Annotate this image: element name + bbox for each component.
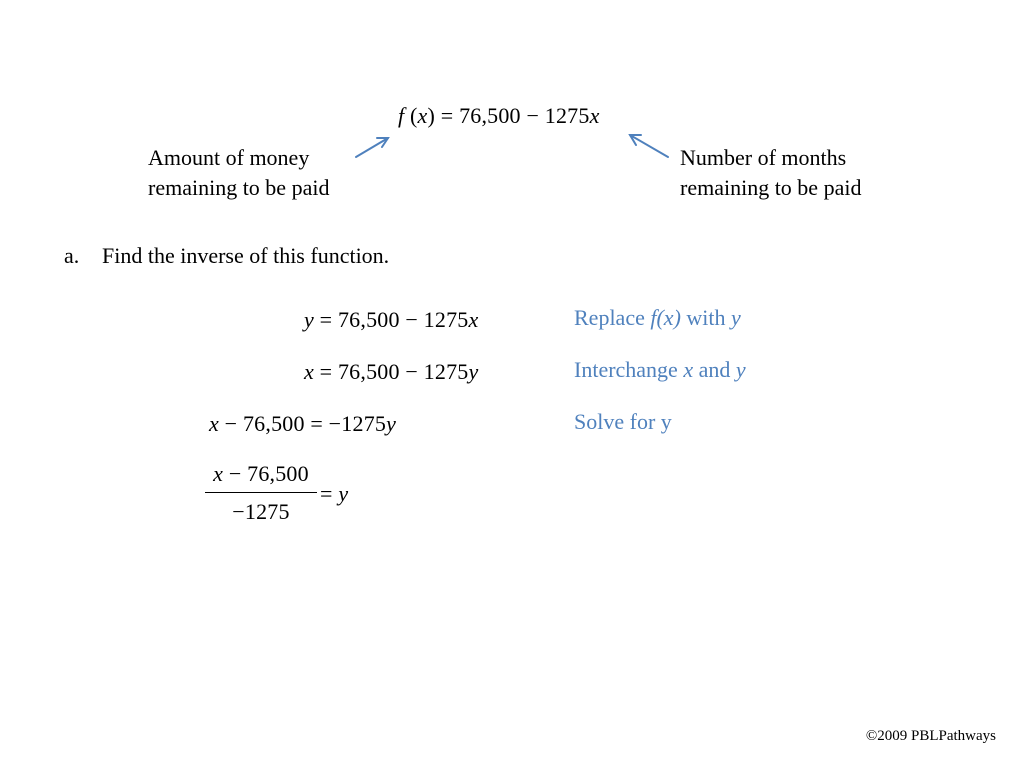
- fraction-equation: [205, 461, 317, 525]
- formula-constant: 76,500: [459, 103, 521, 128]
- formula-minus: −: [520, 103, 545, 128]
- formula-x: x: [417, 103, 428, 128]
- note-replace-fx: f(x): [650, 305, 681, 330]
- copyright-footer: ©2009 PBLPathways: [865, 728, 996, 744]
- right-arrow-icon: [630, 135, 668, 157]
- step3-middle: − 76,500 = −1275: [218, 411, 387, 436]
- step2-variable: y: [468, 359, 479, 384]
- note-replace: [574, 305, 741, 331]
- note-solve-text: Solve for y: [574, 409, 672, 434]
- note-interchange-text2: and: [693, 357, 736, 382]
- note-solve: [574, 409, 672, 435]
- left-annotation-line1: Amount of money: [148, 145, 310, 170]
- step2-middle: = 76,500 − 1275: [313, 359, 469, 384]
- formula-f: f: [398, 103, 405, 128]
- fraction-numerator-variable: x: [213, 461, 224, 486]
- left-annotation: [148, 143, 329, 203]
- step2-lhs: x: [304, 359, 314, 384]
- formula-equals: =: [435, 103, 460, 128]
- right-annotation: [680, 143, 861, 203]
- note-interchange-x: x: [683, 357, 694, 382]
- step3-lhs: x: [209, 411, 219, 436]
- step1-middle: = 76,500 − 1275: [313, 307, 469, 332]
- fraction-rhs-variable: y: [338, 481, 349, 506]
- note-interchange: [574, 357, 746, 383]
- note-interchange-text1: Interchange: [574, 357, 684, 382]
- left-annotation-line2: remaining to be paid: [148, 175, 330, 200]
- fraction-equals: =: [320, 481, 339, 506]
- fraction-denominator: −1275: [232, 499, 290, 524]
- formula-lparen: (: [404, 103, 418, 128]
- step1-lhs: y: [304, 307, 314, 332]
- right-annotation-line2: remaining to be paid: [680, 175, 862, 200]
- note-replace-y: y: [731, 305, 741, 330]
- formula-variable: x: [589, 103, 600, 128]
- formula-coefficient: 1275: [544, 103, 590, 128]
- right-annotation-line1: Number of months: [680, 145, 847, 170]
- step-interchange-equation: [304, 359, 478, 385]
- step-replace-equation: [304, 307, 478, 333]
- note-replace-text2: with: [680, 305, 732, 330]
- formula-rparen: ): [427, 103, 436, 128]
- note-interchange-y: y: [735, 357, 746, 382]
- fraction-bar: [205, 492, 317, 493]
- fraction-numerator: [213, 461, 309, 487]
- step1-variable: x: [468, 307, 479, 332]
- question-text: Find the inverse of this function.: [102, 243, 390, 268]
- step-solve-equation: [209, 411, 396, 437]
- left-arrow-icon: [356, 138, 388, 157]
- note-replace-text1: Replace: [574, 305, 651, 330]
- fraction-numerator-rest: − 76,500: [223, 461, 309, 486]
- step3-variable: y: [386, 411, 397, 436]
- fraction-rhs: [320, 481, 348, 507]
- question-marker: a.: [64, 243, 80, 268]
